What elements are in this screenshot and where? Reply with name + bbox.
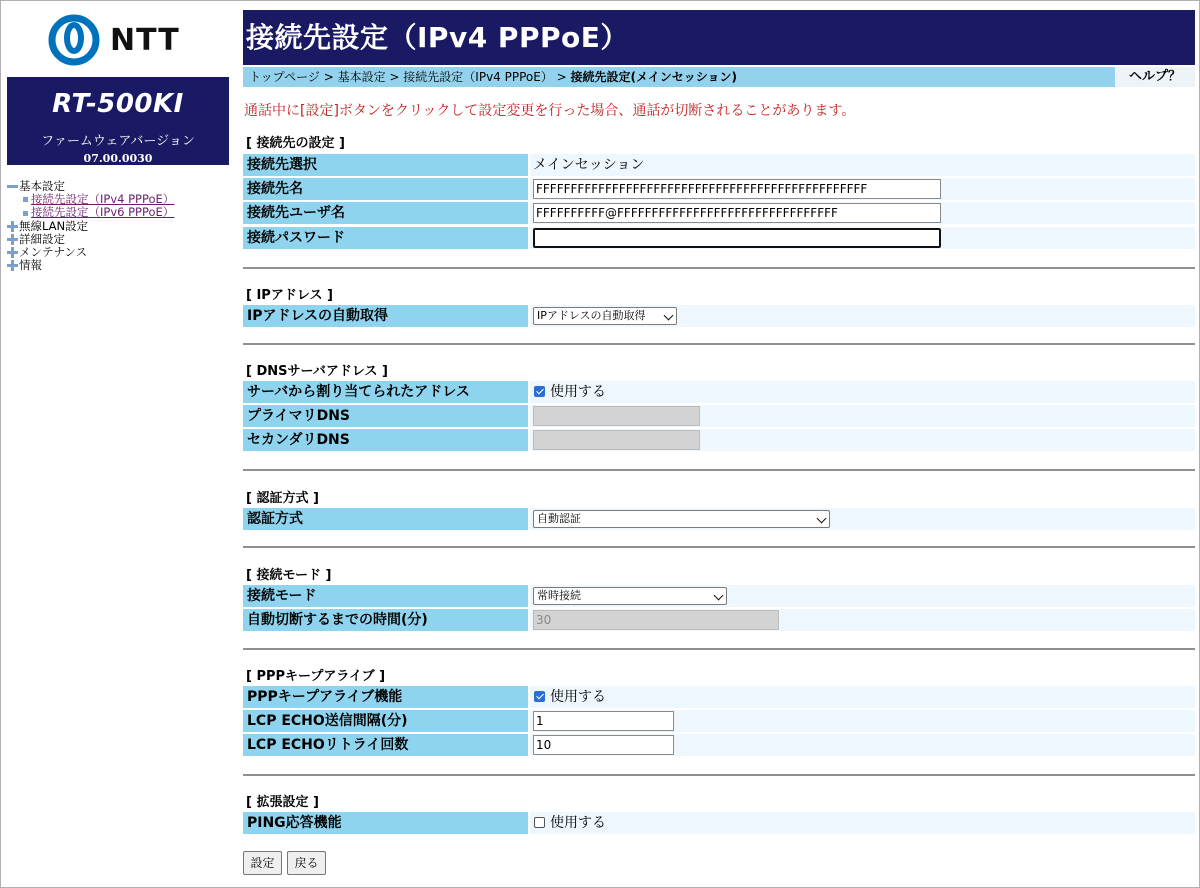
help-link[interactable]: ヘルプ？ bbox=[1115, 67, 1195, 87]
keepalive-checkbox[interactable] bbox=[534, 691, 545, 702]
section-title-dns: [ DNSサーバアドレス ] bbox=[246, 364, 388, 379]
expand-icon[interactable] bbox=[6, 233, 19, 246]
expand-icon[interactable] bbox=[6, 220, 19, 233]
nav-tree bbox=[6, 180, 174, 272]
row-connection-user bbox=[243, 202, 1195, 224]
row-lcp-interval bbox=[243, 710, 1195, 732]
nav-ipv6-pppoe[interactable] bbox=[6, 206, 174, 219]
row-lcp-retry bbox=[243, 734, 1195, 756]
nav-maintenance-label: メンテナンス bbox=[19, 245, 88, 260]
row-connection-select bbox=[243, 154, 1195, 176]
nav-info[interactable] bbox=[6, 259, 174, 272]
chevron-down-icon bbox=[714, 591, 724, 601]
auth-method-select[interactable] bbox=[533, 510, 830, 528]
warning-message: 通話中に[設定]ボタンをクリックして設定変更を行った場合、通話が切断されることがあります。 bbox=[244, 103, 856, 119]
section-title-auth: [ 認証方式 ] bbox=[246, 491, 319, 506]
row-auth-method bbox=[243, 508, 1195, 530]
row-keepalive-func bbox=[243, 686, 1195, 708]
auto-disconnect-input: 30 bbox=[533, 610, 779, 630]
row-connect-mode bbox=[243, 585, 1195, 607]
row-ping bbox=[243, 812, 1195, 834]
keepalive-func-label: PPPキープアライブ機能 bbox=[243, 686, 528, 708]
section-title-mode: [ 接続モード ] bbox=[246, 568, 332, 583]
dns-server-checkbox[interactable] bbox=[534, 386, 545, 397]
row-dns-secondary bbox=[243, 429, 1195, 451]
nav-detail-label: 詳細設定 bbox=[19, 231, 65, 246]
ping-label: PING応答機能 bbox=[243, 812, 528, 834]
row-connection-password bbox=[243, 227, 1195, 249]
dns-server-checkbox-label[interactable]: 使用する bbox=[550, 384, 606, 400]
nav-wlan-label: 無線LAN設定 bbox=[19, 218, 89, 233]
row-dns-primary bbox=[243, 405, 1195, 427]
firmware-version: 07.00.0030 bbox=[83, 152, 153, 165]
dns-secondary-input bbox=[533, 430, 700, 450]
section-title-extended: [ 拡張設定 ] bbox=[246, 795, 319, 810]
row-auto-disconnect bbox=[243, 609, 1195, 631]
connection-user-input[interactable]: FFFFFFFFFF@FFFFFFFFFFFFFFFFFFFFFFFFFFFFFFFF bbox=[533, 203, 941, 223]
ntt-logo-icon bbox=[48, 14, 100, 66]
ip-auto-select[interactable] bbox=[533, 307, 677, 325]
connection-name-label: 接続先名 bbox=[243, 178, 528, 200]
divider bbox=[243, 774, 1195, 776]
connection-select-value: メインセッション bbox=[533, 157, 645, 173]
dns-secondary-label: セカンダリDNS bbox=[243, 429, 528, 451]
ip-auto-label: IPアドレスの自動取得 bbox=[243, 305, 528, 327]
breadcrumb-current: 接続先設定(メインセッション) bbox=[570, 70, 738, 84]
connect-mode-select-value: 常時接続 bbox=[537, 589, 581, 602]
lcp-retry-input[interactable]: 10 bbox=[533, 735, 674, 755]
firmware-label: ファームウェアバージョン bbox=[41, 134, 195, 149]
auth-method-label: 認証方式 bbox=[243, 508, 528, 530]
breadcrumb-links[interactable]: トップページ > 基本設定 > 接続先設定（IPv4 PPPoE） > bbox=[249, 70, 571, 84]
expand-icon[interactable] bbox=[6, 259, 19, 272]
divider bbox=[243, 648, 1195, 650]
breadcrumb-path bbox=[243, 67, 1115, 87]
connect-mode-select[interactable] bbox=[533, 587, 727, 605]
divider bbox=[243, 469, 1195, 471]
auto-disconnect-label: 自動切断するまでの時間(分) bbox=[243, 609, 528, 631]
ping-checkbox[interactable] bbox=[534, 817, 545, 828]
row-dns-server bbox=[243, 381, 1195, 403]
auth-method-select-value: 自動認証 bbox=[537, 512, 581, 525]
lcp-interval-input[interactable]: 1 bbox=[533, 711, 674, 731]
lcp-interval-label: LCP ECHO送信間隔(分) bbox=[243, 710, 528, 732]
nav-ipv4-pppoe-link[interactable]: 接続先設定（IPv4 PPPoE） bbox=[31, 192, 175, 207]
connection-password-input[interactable] bbox=[533, 228, 941, 248]
nav-wlan[interactable] bbox=[6, 220, 174, 233]
breadcrumb bbox=[243, 67, 1195, 87]
model-panel bbox=[7, 77, 229, 165]
dns-primary-input bbox=[533, 406, 700, 426]
lcp-retry-label: LCP ECHOリトライ回数 bbox=[243, 734, 528, 756]
page-title: 接続先設定（IPv4 PPPoE） bbox=[246, 21, 629, 54]
nav-basic-label: 基本設定 bbox=[19, 179, 65, 193]
nav-info-label: 情報 bbox=[19, 258, 42, 273]
keepalive-checkbox-label[interactable]: 使用する bbox=[550, 689, 606, 705]
expand-icon[interactable] bbox=[6, 246, 19, 259]
section-title-keepalive: [ PPPキープアライブ ] bbox=[246, 669, 386, 684]
row-connection-name bbox=[243, 178, 1195, 200]
model-name: RT-500KI bbox=[52, 89, 184, 119]
bullet-icon bbox=[23, 197, 28, 202]
dns-server-label: サーバから割り当てられたアドレス bbox=[243, 381, 528, 403]
divider bbox=[243, 267, 1195, 269]
chevron-down-icon bbox=[817, 514, 827, 524]
connection-user-label: 接続先ユーザ名 bbox=[243, 202, 528, 224]
connect-mode-label: 接続モード bbox=[243, 585, 528, 607]
section-title-connection: [ 接続先の設定 ] bbox=[246, 136, 345, 151]
dns-primary-label: プライマリDNS bbox=[243, 405, 528, 427]
divider bbox=[243, 546, 1195, 548]
ip-auto-select-value: IPアドレスの自動取得 bbox=[537, 309, 646, 322]
back-button[interactable]: 戻る bbox=[287, 851, 326, 875]
row-ip-auto bbox=[243, 305, 1195, 327]
collapse-icon[interactable] bbox=[6, 180, 19, 193]
logo-text: NTT bbox=[110, 23, 180, 58]
bullet-icon bbox=[23, 211, 28, 216]
connection-password-label: 接続パスワード bbox=[243, 227, 528, 249]
chevron-down-icon bbox=[664, 311, 674, 321]
divider bbox=[243, 343, 1195, 345]
connection-select-label: 接続先選択 bbox=[243, 154, 528, 176]
apply-button[interactable]: 設定 bbox=[243, 851, 282, 875]
connection-name-input[interactable]: FFFFFFFFFFFFFFFFFFFFFFFFFFFFFFFFFFFFFFFFFFFFFFFF bbox=[533, 179, 941, 199]
nav-ipv6-pppoe-link[interactable]: 接続先設定（IPv6 PPPoE） bbox=[31, 205, 175, 220]
ntt-logo bbox=[48, 14, 188, 66]
ping-checkbox-label[interactable]: 使用する bbox=[550, 815, 606, 831]
section-title-ip: [ IPアドレス ] bbox=[246, 288, 333, 303]
page-header bbox=[243, 10, 1195, 65]
